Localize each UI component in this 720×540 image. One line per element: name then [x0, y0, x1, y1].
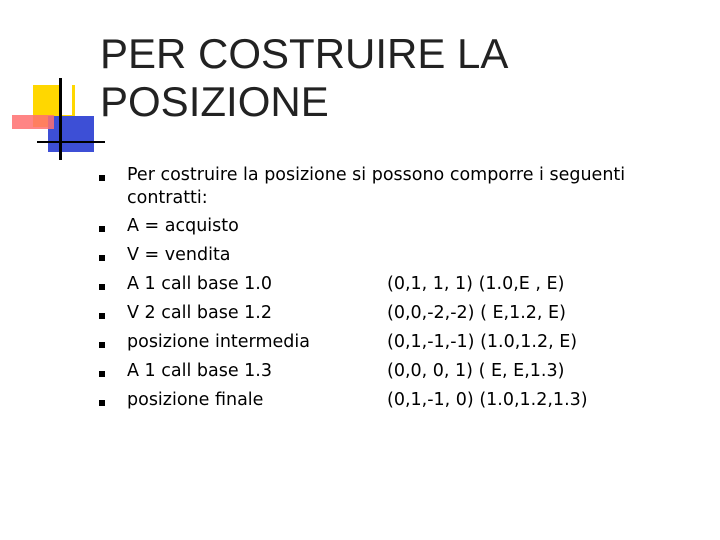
bullet-square-icon [99, 313, 105, 319]
bullet-item [95, 273, 695, 302]
bullet-square-icon [99, 284, 105, 290]
bullet-item [95, 215, 695, 244]
bullet-value: (0,1, 1, 1) (1.0,E , E) [387, 274, 565, 294]
deco-blue-square [48, 116, 94, 152]
bullet-list [95, 164, 695, 418]
slide-title: PER COSTRUIRE LA POSIZIONE [100, 30, 507, 125]
bullet-square-icon [99, 255, 105, 261]
bullet-text: A = acquisto [127, 216, 239, 236]
bullet-text: A 1 call base 1.0 [127, 274, 272, 294]
bullet-item [95, 360, 695, 389]
bullet-value: (0,0,-2,-2) ( E,1.2, E) [387, 303, 566, 323]
bullet-text: V = vendita [127, 245, 231, 265]
bullet-text: A 1 call base 1.3 [127, 361, 272, 381]
bullet-square-icon [99, 400, 105, 406]
bullet-square-icon [99, 342, 105, 348]
bullet-item [95, 164, 695, 216]
deco-white-gap [62, 85, 72, 115]
bullet-value: (0,1,-1,-1) (1.0,1.2, E) [387, 332, 578, 352]
bullet-item [95, 389, 695, 418]
bullet-value: (0,0, 0, 1) ( E, E,1.3) [387, 361, 565, 381]
bullet-text: posizione intermedia [127, 332, 310, 352]
bullet-item [95, 244, 695, 273]
bullet-square-icon [99, 371, 105, 377]
bullet-text: posizione finale [127, 390, 264, 410]
bullet-text: Per costruire la posizione si possono comporre i seguenti contratti: [127, 165, 626, 208]
bullet-value: (0,1,-1, 0) (1.0,1.2,1.3) [387, 390, 588, 410]
deco-horizontal-line [37, 141, 105, 143]
bullet-square-icon [99, 175, 105, 181]
deco-red-bar [12, 115, 54, 129]
bullet-text: V 2 call base 1.2 [127, 303, 272, 323]
bullet-item [95, 302, 695, 331]
bullet-item [95, 331, 695, 360]
bullet-square-icon [99, 226, 105, 232]
deco-vertical-line [59, 78, 62, 160]
